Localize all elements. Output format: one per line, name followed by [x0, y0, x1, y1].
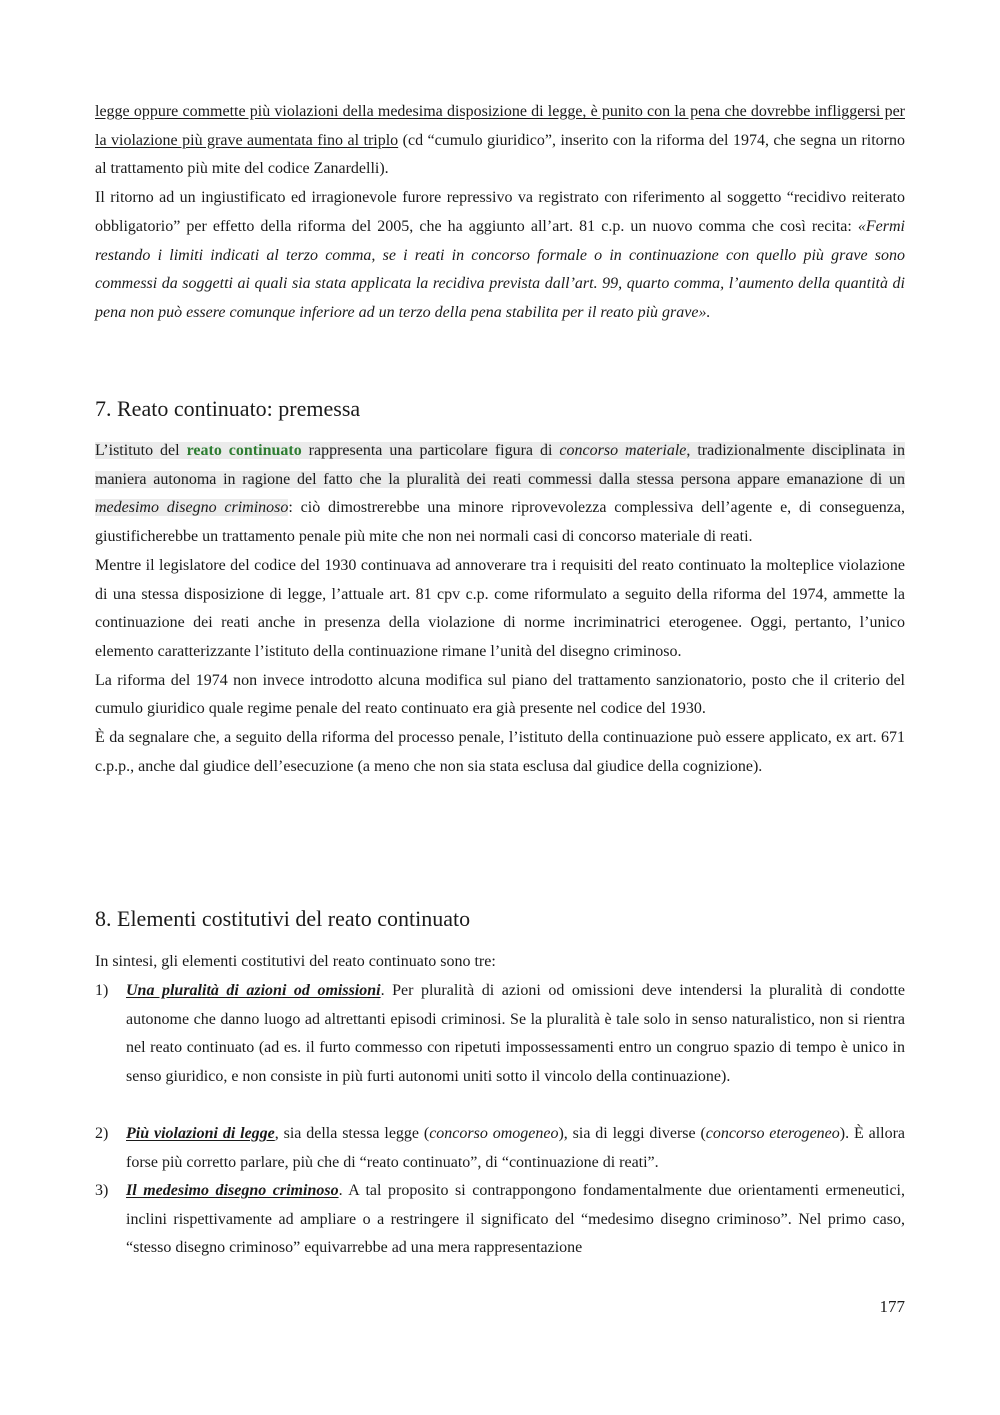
paragraph-reato-continuato — [95, 437, 905, 552]
paragraph-recidivo — [95, 184, 905, 328]
italic-term: concorso omogeneo — [429, 1125, 559, 1142]
keyword-reato-continuato: reato continuato — [186, 442, 302, 459]
list-item-title: Il medesimo disegno criminoso — [126, 1182, 339, 1199]
section-8-intro — [95, 948, 905, 977]
list-item-text — [126, 977, 905, 1092]
italic-term: concorso materiale — [559, 442, 687, 459]
paragraph-text: (cd “cumulo giuridico”, inserito con la riforma del 1974, che segna un ritorno al trattamento più mite del codice Zanardelli). — [95, 131, 905, 178]
text: , tradizionalmente disciplinata in maniera autonoma in ragione del fatto che la pluralità dei reati commessi dalla stessa persona appare emanazione di un — [95, 442, 905, 488]
italic-term: medesimo disegno criminoso — [95, 499, 289, 517]
list-item — [95, 977, 905, 1092]
paragraph-text: Il ritorno ad un ingiustificato ed irragionevole furore repressivo va registrato con riferimento al soggetto “recidivo reiterato obbligatorio” per effetto della riforma del 2005, che ha aggiunto all’art. 81 c.p. un nuovo comma che così recita: — [95, 189, 905, 235]
list-item-text — [126, 1120, 905, 1177]
list-item-text — [126, 1177, 905, 1263]
section-heading-8: 8. Elementi costitutivi del reato continuato — [95, 906, 471, 931]
paragraph-processo-penale: È da segnalare che, a seguito della riforma del processo penale, l’istituto della continuazione può essere applicato, ex art. 671 c.p.p., anche dal giudice dell’esecuzione (a meno che non sia stata esclusa dal giudice della cognizione). — [95, 729, 905, 775]
text: . Per pluralità di azioni od omissioni deve intendersi la pluralità di condotte autonome che danno luogo ad altrettanti episodi criminosi. Se la pluralità è tale solo in senso naturalistico, non si rientra nel reato continuato (ad es. il furto commesso con ripetuti impossessamenti entro un congruo spazio di tempo è unico in senso giuridico, e non consiste in più furti autonomi uniti sotto il vincolo della continuazione). — [126, 982, 906, 1086]
list-number: 1) — [95, 982, 109, 999]
list-item-title: Più violazioni di legge — [126, 1125, 275, 1142]
text: : ciò dimostrerebbe una minore riprovevolezza complessiva dell’agente e, di conseguenza, giustificherebbe un trattamento penale più mite che non nei normali casi di concorso materiale di reati. — [95, 499, 905, 546]
section-heading-7: 7. Reato continuato: premessa — [95, 396, 361, 421]
underlined-text: legge oppure commette più violazioni della medesima disposizione di legge, è punito con la pena che dovrebbe infliggersi per la violazione più grave aumentata fino al triplo — [95, 103, 905, 149]
text: rappresenta una particolare figura di — [301, 442, 560, 459]
paragraph-art81-cumulo — [95, 98, 905, 184]
list-item — [95, 1120, 905, 1177]
paragraph-legislatore-1930: Mentre il legislatore del codice del 1930 continuava ad annoverare tra i requisiti del reato continuato la molteplice violazione di una stessa disposizione di legge, l’attuale art. 81 cpv c.p. come riformulato a seguito della riforma del 1974, ammette la continuazione dei reati anche in presenza della violazione di norme incriminatrici eterogenee. Oggi, pertanto, l’unico elemento caratterizzante l’istituto della continuazione rimane l’unità del disegno criminoso. — [95, 556, 905, 660]
italic-term: concorso eterogeneo — [705, 1125, 840, 1142]
list-item — [95, 1177, 905, 1263]
text: , sia della stessa legge ( — [274, 1125, 430, 1142]
list-number: 3) — [95, 1182, 109, 1199]
text: ), sia di leggi diverse ( — [558, 1125, 706, 1142]
text: L’istituto del — [95, 442, 187, 459]
list-number: 2) — [95, 1125, 109, 1142]
section-7-body — [95, 437, 905, 781]
italic-quote: «Fermi restando i limiti indicati al terzo comma, se i reati in concorso formale o in continuazione con quello più grave sono commessi da soggetti ai quali sia stata applicata la recidiva prevista dall’art. 99, quarto comma, l’aumento della quantità di pena non può essere comunque inferiore ad un terzo della pena stabilita per il reato più grave». — [95, 217, 905, 321]
list-item-title: Una pluralità di azioni od omissioni — [126, 982, 381, 999]
paragraph-riforma-1974: La riforma del 1974 non invece introdotto alcuna modifica sul piano del trattamento sanzionatorio, posto che il criterio del cumulo giuridico quale regime penale del reato continuato era già presente nel codice del 1930. — [95, 671, 905, 718]
intro-paragraphs — [95, 98, 905, 328]
text: . A tal proposito si contrappongono fondamentalmente due orientamenti ermeneutici, inclini rispettivamente ad ampliare o a restringere il significato del “medesimo disegno criminoso”. Nel primo caso, “stesso disegno criminoso” equivarrebbe ad una mera rappresentazione — [126, 1182, 905, 1257]
text: ). È allora forse più corretto parlare, più che di “reato continuato”, di “continuazione di reati”. — [126, 1125, 906, 1171]
paragraph-intro: In sintesi, gli elementi costitutivi del reato continuato sono tre: — [95, 953, 496, 970]
page-number: 177 — [879, 1297, 905, 1316]
